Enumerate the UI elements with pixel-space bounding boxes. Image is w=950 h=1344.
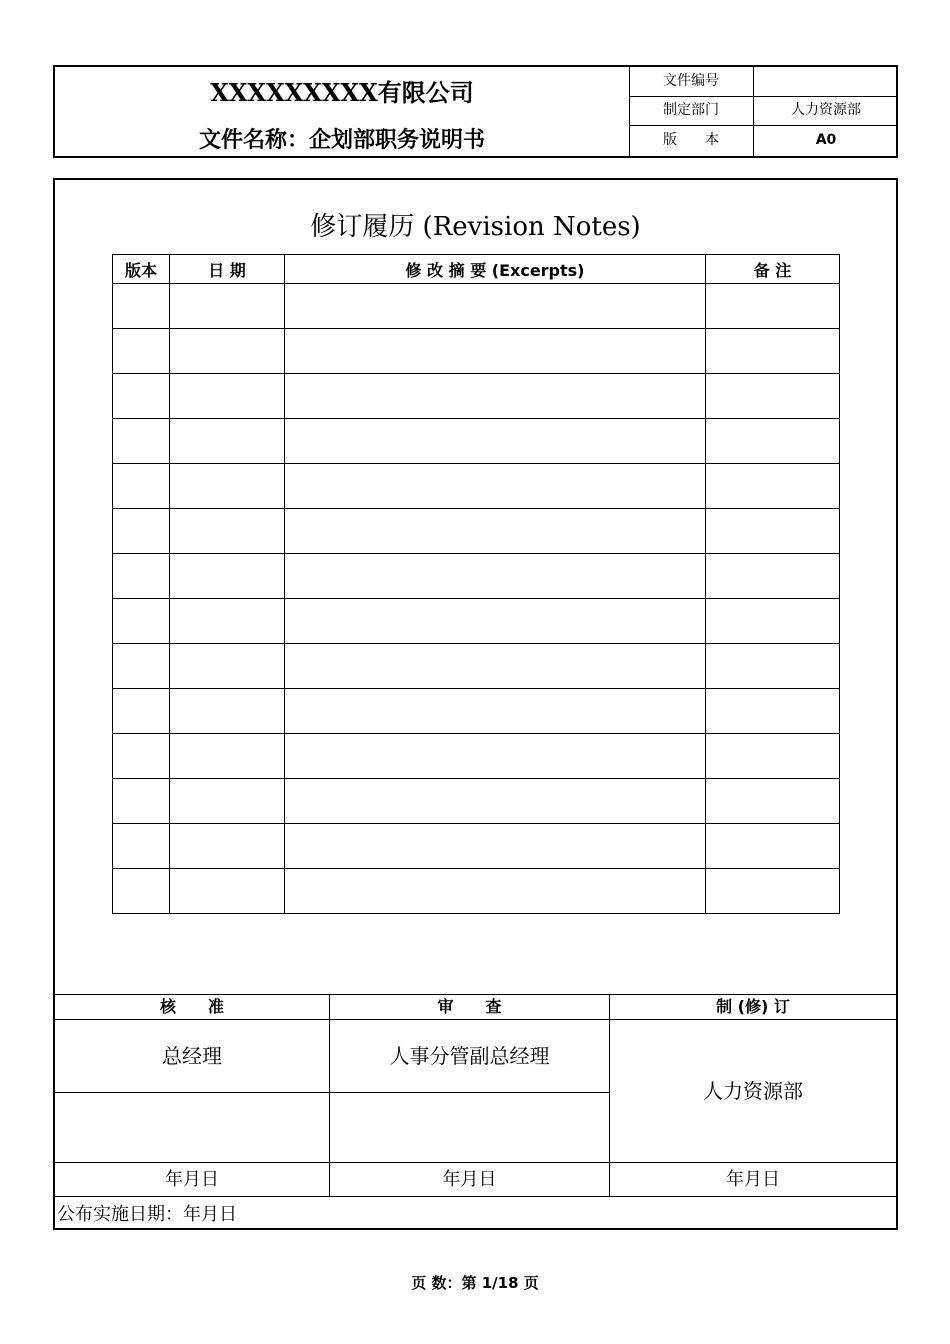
table-row bbox=[113, 509, 840, 554]
summary-cell[interactable] bbox=[285, 779, 706, 824]
meta-row-version bbox=[629, 125, 898, 156]
signoff-body-row bbox=[55, 1019, 896, 1162]
signoff-date-row bbox=[55, 1162, 896, 1196]
version-cell[interactable] bbox=[113, 554, 170, 599]
date-cell[interactable] bbox=[170, 689, 285, 734]
table-row bbox=[113, 284, 840, 329]
review-role: 人事分管副总经理 bbox=[330, 1020, 609, 1093]
review-date: 年月日 bbox=[330, 1163, 610, 1196]
version-cell[interactable] bbox=[113, 644, 170, 689]
remarks-cell[interactable] bbox=[706, 554, 840, 599]
summary-cell[interactable] bbox=[285, 824, 706, 869]
remarks-cell[interactable] bbox=[706, 464, 840, 509]
meta-value bbox=[754, 67, 898, 96]
date-cell[interactable] bbox=[170, 599, 285, 644]
approve-date: 年月日 bbox=[55, 1163, 330, 1196]
table-row bbox=[113, 779, 840, 824]
summary-cell[interactable] bbox=[285, 419, 706, 464]
remarks-cell[interactable] bbox=[706, 689, 840, 734]
signoff-header-row bbox=[55, 994, 896, 1019]
version-cell[interactable] bbox=[113, 509, 170, 554]
meta-row-department bbox=[629, 96, 898, 126]
publish-date: 公布实施日期：年月日 bbox=[55, 1196, 896, 1232]
summary-cell[interactable] bbox=[285, 284, 706, 329]
table-row bbox=[113, 374, 840, 419]
version-cell[interactable] bbox=[113, 374, 170, 419]
remarks-cell[interactable] bbox=[706, 419, 840, 464]
date-cell[interactable] bbox=[170, 734, 285, 779]
version-cell[interactable] bbox=[113, 419, 170, 464]
revision-body bbox=[113, 284, 840, 914]
version-cell[interactable] bbox=[113, 329, 170, 374]
remarks-cell[interactable] bbox=[706, 509, 840, 554]
date-cell[interactable] bbox=[170, 644, 285, 689]
meta-value: 人力资源部 bbox=[791, 102, 861, 118]
col-version: 版本 bbox=[113, 255, 170, 284]
date-cell[interactable] bbox=[170, 869, 285, 914]
date-cell[interactable] bbox=[170, 329, 285, 374]
revision-title: 修订履历 (Revision Notes) bbox=[310, 212, 641, 242]
date-cell[interactable] bbox=[170, 464, 285, 509]
draft-role: 人力资源部 bbox=[703, 1079, 803, 1103]
meta-label: 制定部门 bbox=[629, 96, 754, 125]
summary-cell[interactable] bbox=[285, 689, 706, 734]
revision-frame bbox=[53, 178, 898, 1230]
remarks-cell[interactable] bbox=[706, 644, 840, 689]
version-cell[interactable] bbox=[113, 464, 170, 509]
date-cell[interactable] bbox=[170, 419, 285, 464]
remarks-cell[interactable] bbox=[706, 869, 840, 914]
table-row bbox=[113, 824, 840, 869]
review-header: 审 查 bbox=[330, 995, 610, 1019]
date-cell[interactable] bbox=[170, 554, 285, 599]
table-row bbox=[113, 734, 840, 779]
summary-cell[interactable] bbox=[285, 734, 706, 779]
date-cell[interactable] bbox=[170, 374, 285, 419]
date-cell[interactable] bbox=[170, 284, 285, 329]
remarks-cell[interactable] bbox=[706, 734, 840, 779]
date-cell[interactable] bbox=[170, 779, 285, 824]
page-number: 页 数：第 1/18 页 bbox=[411, 1274, 539, 1292]
version-cell[interactable] bbox=[113, 599, 170, 644]
summary-cell[interactable] bbox=[285, 374, 706, 419]
summary-cell[interactable] bbox=[285, 554, 706, 599]
document-header bbox=[53, 65, 898, 158]
table-row bbox=[113, 464, 840, 509]
draft-header: 制 (修) 订 bbox=[716, 997, 790, 1016]
remarks-cell[interactable] bbox=[706, 779, 840, 824]
version-cell[interactable] bbox=[113, 734, 170, 779]
header-title-area bbox=[55, 67, 630, 156]
meta-label: 版 本 bbox=[629, 125, 754, 156]
summary-cell[interactable] bbox=[285, 599, 706, 644]
version-cell[interactable] bbox=[113, 824, 170, 869]
table-row bbox=[113, 689, 840, 734]
summary-cell[interactable] bbox=[285, 464, 706, 509]
remarks-cell[interactable] bbox=[706, 284, 840, 329]
header-meta-table bbox=[629, 67, 898, 156]
revision-table bbox=[112, 254, 840, 914]
revision-header-row bbox=[113, 255, 840, 284]
table-row bbox=[113, 869, 840, 914]
date-cell[interactable] bbox=[170, 824, 285, 869]
version-cell[interactable] bbox=[113, 284, 170, 329]
remarks-cell[interactable] bbox=[706, 824, 840, 869]
company-name: XXXXXXXXX有限公司 bbox=[210, 78, 474, 107]
meta-row-doc-number bbox=[629, 67, 898, 97]
date-cell[interactable] bbox=[170, 509, 285, 554]
approve-cell bbox=[55, 1020, 330, 1162]
table-row bbox=[113, 644, 840, 689]
draft-date: 年月日 bbox=[726, 1169, 780, 1190]
version-cell[interactable] bbox=[113, 779, 170, 824]
remarks-cell[interactable] bbox=[706, 374, 840, 419]
version-cell[interactable] bbox=[113, 869, 170, 914]
meta-value: A0 bbox=[815, 132, 837, 148]
col-date: 日 期 bbox=[170, 255, 285, 284]
approve-role: 总经理 bbox=[55, 1020, 329, 1093]
review-cell bbox=[330, 1020, 610, 1162]
col-remarks: 备 注 bbox=[706, 255, 840, 284]
table-row bbox=[113, 419, 840, 464]
version-cell[interactable] bbox=[113, 689, 170, 734]
remarks-cell[interactable] bbox=[706, 599, 840, 644]
summary-cell[interactable] bbox=[285, 509, 706, 554]
table-row bbox=[113, 599, 840, 644]
signoff-table bbox=[55, 994, 896, 1232]
remarks-cell[interactable] bbox=[706, 329, 840, 374]
col-summary: 修 改 摘 要 (Excerpts) bbox=[285, 255, 706, 284]
meta-label: 文件编号 bbox=[629, 67, 754, 96]
summary-cell[interactable] bbox=[285, 869, 706, 914]
approve-header: 核 准 bbox=[55, 995, 330, 1019]
document-name: 文件名称：企划部职务说明书 bbox=[198, 127, 485, 153]
summary-cell[interactable] bbox=[285, 644, 706, 689]
table-row bbox=[113, 329, 840, 374]
summary-cell[interactable] bbox=[285, 329, 706, 374]
table-row bbox=[113, 554, 840, 599]
